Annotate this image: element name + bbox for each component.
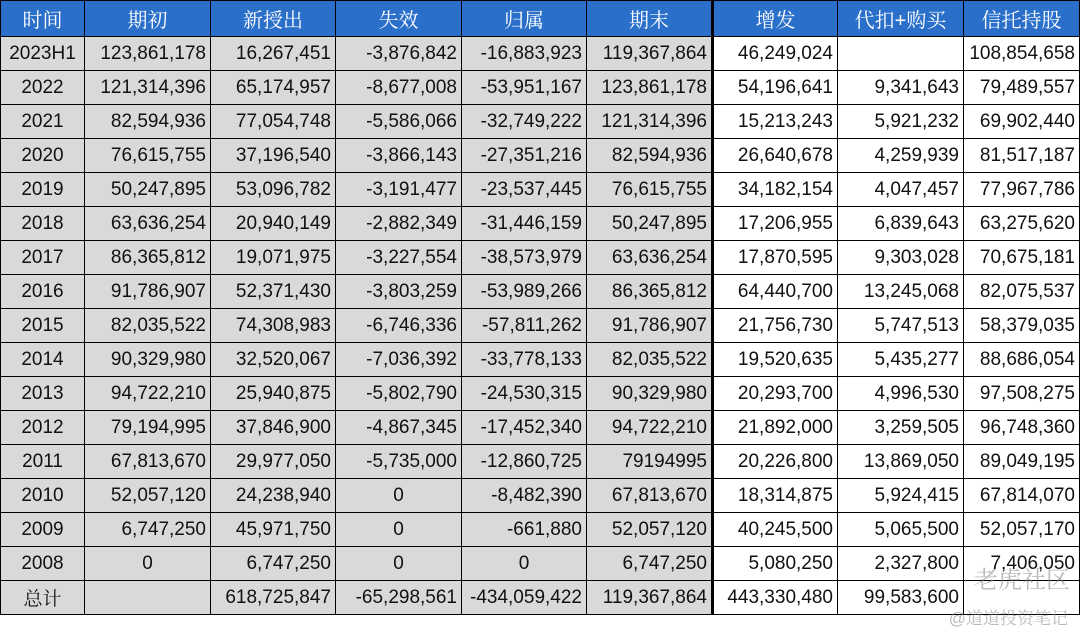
table-cell: 94,722,210 xyxy=(587,411,713,445)
table-cell: -53,989,266 xyxy=(462,275,587,309)
table-cell: 123,861,178 xyxy=(587,71,713,105)
table-cell: 121,314,396 xyxy=(85,71,211,105)
table-cell: 20,293,700 xyxy=(713,377,838,411)
table-cell: -8,482,390 xyxy=(462,479,587,513)
table-row xyxy=(1,513,1080,547)
period-cell: 2016 xyxy=(1,275,85,309)
table-cell: 4,047,457 xyxy=(838,173,964,207)
table-cell: -53,951,167 xyxy=(462,71,587,105)
table-cell: 20,226,800 xyxy=(713,445,838,479)
table-cell: 81,517,187 xyxy=(964,139,1080,173)
table-cell: 4,996,530 xyxy=(838,377,964,411)
table-cell: 25,940,875 xyxy=(211,377,336,411)
period-cell: 2020 xyxy=(1,139,85,173)
table-cell: 63,275,620 xyxy=(964,207,1080,241)
period-cell: 2021 xyxy=(1,105,85,139)
table-cell: -57,811,262 xyxy=(462,309,587,343)
table-cell: -38,573,979 xyxy=(462,241,587,275)
table-cell: 40,245,500 xyxy=(713,513,838,547)
column-header: 新授出 xyxy=(211,1,336,37)
table-cell: 119,367,864 xyxy=(587,37,713,71)
table-cell: -4,867,345 xyxy=(336,411,462,445)
table-cell: 21,892,000 xyxy=(713,411,838,445)
table-cell: -3,191,477 xyxy=(336,173,462,207)
table-cell: -3,803,259 xyxy=(336,275,462,309)
column-header: 信托持股 xyxy=(964,1,1080,37)
table-cell: -5,586,066 xyxy=(336,105,462,139)
table-row xyxy=(1,547,1080,581)
period-cell: 2023H1 xyxy=(1,37,85,71)
period-cell: 2019 xyxy=(1,173,85,207)
table-cell: 67,813,670 xyxy=(587,479,713,513)
table-cell: 82,035,522 xyxy=(85,309,211,343)
table-row xyxy=(1,343,1080,377)
column-header: 归属 xyxy=(462,1,587,37)
table-cell: 50,247,895 xyxy=(587,207,713,241)
table-cell: 50,247,895 xyxy=(85,173,211,207)
table-cell: 123,861,178 xyxy=(85,37,211,71)
table-cell: 121,314,396 xyxy=(587,105,713,139)
table-cell: 108,854,658 xyxy=(964,37,1080,71)
table-cell: 443,330,480 xyxy=(713,581,838,615)
table-cell: 20,940,149 xyxy=(211,207,336,241)
table-cell: 86,365,812 xyxy=(587,275,713,309)
table-cell: 69,902,440 xyxy=(964,105,1080,139)
table-cell: 6,747,250 xyxy=(587,547,713,581)
table-row xyxy=(1,37,1080,71)
table-cell: 9,303,028 xyxy=(838,241,964,275)
period-cell: 2011 xyxy=(1,445,85,479)
table-cell: 29,977,050 xyxy=(211,445,336,479)
table-cell: 76,615,755 xyxy=(85,139,211,173)
table-cell: 79,194,995 xyxy=(85,411,211,445)
table-cell: 90,329,980 xyxy=(85,343,211,377)
watermark-author: @道道投资笔记 xyxy=(948,609,1068,628)
table-cell: 63,636,254 xyxy=(85,207,211,241)
table-cell: 67,813,670 xyxy=(85,445,211,479)
table-cell: -8,677,008 xyxy=(336,71,462,105)
table-header xyxy=(1,1,1080,37)
table-cell: 5,921,232 xyxy=(838,105,964,139)
watermark-community: 老虎社区 xyxy=(974,567,1070,594)
table-cell: 6,747,250 xyxy=(211,547,336,581)
column-header: 时间 xyxy=(1,1,85,37)
table-cell: 5,747,513 xyxy=(838,309,964,343)
table-row xyxy=(1,445,1080,479)
header-row xyxy=(1,1,1080,37)
table-cell: 88,686,054 xyxy=(964,343,1080,377)
table-cell: -7,036,392 xyxy=(336,343,462,377)
table-cell: -5,802,790 xyxy=(336,377,462,411)
table-cell: 76,615,755 xyxy=(587,173,713,207)
table-cell: 5,065,500 xyxy=(838,513,964,547)
table-cell: -65,298,561 xyxy=(336,581,462,615)
table-cell: 119,367,864 xyxy=(587,581,713,615)
table-body xyxy=(1,37,1080,615)
table-cell: 0 xyxy=(336,547,462,581)
period-cell: 2022 xyxy=(1,71,85,105)
table-cell: 9,341,643 xyxy=(838,71,964,105)
table-cell: 52,057,170 xyxy=(964,513,1080,547)
column-header: 增发 xyxy=(713,1,838,37)
period-cell: 2009 xyxy=(1,513,85,547)
table-cell: 26,640,678 xyxy=(713,139,838,173)
table-cell: -16,883,923 xyxy=(462,37,587,71)
table-cell: 618,725,847 xyxy=(211,581,336,615)
table-cell: 5,924,415 xyxy=(838,479,964,513)
table-cell: -17,452,340 xyxy=(462,411,587,445)
table-cell: 65,174,957 xyxy=(211,71,336,105)
period-cell: 2010 xyxy=(1,479,85,513)
table-cell: 37,196,540 xyxy=(211,139,336,173)
table-cell: 77,967,786 xyxy=(964,173,1080,207)
table-cell: 91,786,907 xyxy=(587,309,713,343)
table-cell: -3,866,143 xyxy=(336,139,462,173)
table-cell: 17,870,595 xyxy=(713,241,838,275)
table-row xyxy=(1,275,1080,309)
table-cell: 16,267,451 xyxy=(211,37,336,71)
table-cell: 13,245,068 xyxy=(838,275,964,309)
table-row xyxy=(1,207,1080,241)
table-cell: 37,846,900 xyxy=(211,411,336,445)
total-row xyxy=(1,581,1080,615)
table-cell: -2,882,349 xyxy=(336,207,462,241)
table-cell: 13,869,050 xyxy=(838,445,964,479)
table-cell: 79,489,557 xyxy=(964,71,1080,105)
table-cell: 52,057,120 xyxy=(85,479,211,513)
table-cell: 15,213,243 xyxy=(713,105,838,139)
table-cell: 34,182,154 xyxy=(713,173,838,207)
table-cell: 32,520,067 xyxy=(211,343,336,377)
table-cell: 5,080,250 xyxy=(713,547,838,581)
table-cell: 67,814,070 xyxy=(964,479,1080,513)
table-row xyxy=(1,173,1080,207)
table-cell: -6,746,336 xyxy=(336,309,462,343)
table-cell: 79194995 xyxy=(587,445,713,479)
table-cell: -27,351,216 xyxy=(462,139,587,173)
total-label-cell: 总计 xyxy=(1,581,85,615)
table-cell: 21,756,730 xyxy=(713,309,838,343)
table-cell: 74,308,983 xyxy=(211,309,336,343)
table-cell: 6,747,250 xyxy=(85,513,211,547)
table-row xyxy=(1,309,1080,343)
table-cell: -32,749,222 xyxy=(462,105,587,139)
table-cell: -3,227,554 xyxy=(336,241,462,275)
table-cell: 45,971,750 xyxy=(211,513,336,547)
table-cell: 70,675,181 xyxy=(964,241,1080,275)
table-cell: 99,583,600 xyxy=(838,581,964,615)
table-cell: -24,530,315 xyxy=(462,377,587,411)
column-header: 失效 xyxy=(336,1,462,37)
table-cell: 97,508,275 xyxy=(964,377,1080,411)
table-cell: 82,035,522 xyxy=(587,343,713,377)
table-cell: 17,206,955 xyxy=(713,207,838,241)
period-cell: 2008 xyxy=(1,547,85,581)
table-cell: 82,594,936 xyxy=(587,139,713,173)
table-row xyxy=(1,241,1080,275)
table-row xyxy=(1,139,1080,173)
column-header: 期初 xyxy=(85,1,211,37)
table-cell: 24,238,940 xyxy=(211,479,336,513)
table-cell: -12,860,725 xyxy=(462,445,587,479)
table-cell: 86,365,812 xyxy=(85,241,211,275)
table-cell: 82,075,537 xyxy=(964,275,1080,309)
table-cell: -434,059,422 xyxy=(462,581,587,615)
table-cell: 82,594,936 xyxy=(85,105,211,139)
period-cell: 2013 xyxy=(1,377,85,411)
period-cell: 2015 xyxy=(1,309,85,343)
table-cell: -23,537,445 xyxy=(462,173,587,207)
table-row xyxy=(1,479,1080,513)
table-cell: 63,636,254 xyxy=(587,241,713,275)
period-cell: 2012 xyxy=(1,411,85,445)
table-cell: 89,049,195 xyxy=(964,445,1080,479)
table-cell: 54,196,641 xyxy=(713,71,838,105)
table-row xyxy=(1,411,1080,445)
column-header: 代扣+购买 xyxy=(838,1,964,37)
table-cell: 0 xyxy=(85,547,211,581)
table-cell: -33,778,133 xyxy=(462,343,587,377)
table-row xyxy=(1,71,1080,105)
table-cell: 91,786,907 xyxy=(85,275,211,309)
table-cell: 19,071,975 xyxy=(211,241,336,275)
table-cell: 64,440,700 xyxy=(713,275,838,309)
table-cell: 52,057,120 xyxy=(587,513,713,547)
table-cell: 7,406,050 xyxy=(964,547,1080,581)
table-cell: 96,748,360 xyxy=(964,411,1080,445)
table-cell: 5,435,277 xyxy=(838,343,964,377)
period-cell: 2014 xyxy=(1,343,85,377)
table-row xyxy=(1,377,1080,411)
column-header: 期末 xyxy=(587,1,713,37)
table-cell: 0 xyxy=(462,547,587,581)
table-row xyxy=(1,105,1080,139)
table-cell: 53,096,782 xyxy=(211,173,336,207)
table-cell: -31,446,159 xyxy=(462,207,587,241)
table-cell: 58,379,035 xyxy=(964,309,1080,343)
table-cell: 77,054,748 xyxy=(211,105,336,139)
table-cell: -3,876,842 xyxy=(336,37,462,71)
table-cell xyxy=(85,581,211,615)
table-cell: -5,735,000 xyxy=(336,445,462,479)
period-cell: 2018 xyxy=(1,207,85,241)
table-cell: 2,327,800 xyxy=(838,547,964,581)
table-cell: 18,314,875 xyxy=(713,479,838,513)
table-cell: 4,259,939 xyxy=(838,139,964,173)
table-cell xyxy=(964,581,1080,615)
table-cell: 46,249,024 xyxy=(713,37,838,71)
table-cell: 52,371,430 xyxy=(211,275,336,309)
table-cell: 90,329,980 xyxy=(587,377,713,411)
table-cell xyxy=(838,37,964,71)
table-cell: 94,722,210 xyxy=(85,377,211,411)
table-cell: 3,259,505 xyxy=(838,411,964,445)
table-cell: 19,520,635 xyxy=(713,343,838,377)
period-cell: 2017 xyxy=(1,241,85,275)
table-cell: -661,880 xyxy=(462,513,587,547)
table-cell: 0 xyxy=(336,479,462,513)
table-cell: 0 xyxy=(336,513,462,547)
table-cell: 6,839,643 xyxy=(838,207,964,241)
